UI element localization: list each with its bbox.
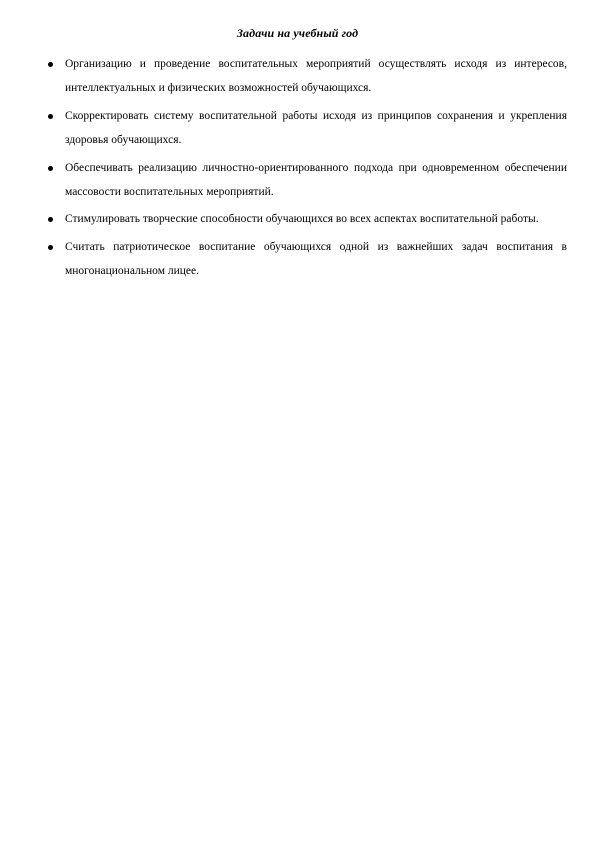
bullet-icon	[48, 114, 53, 119]
list-item-text: Скорректировать систему воспитательной работы исходя из принципов сохранения и укрепления здоровья обучающихся.	[65, 109, 567, 147]
list-item	[48, 52, 567, 101]
list-item	[48, 207, 567, 231]
list-item-text: Организацию и проведение воспитательных мероприятий осуществлять исходя из интересов, интеллектуальных и физических возможностей обучающихся.	[65, 58, 567, 95]
bullet-icon	[48, 217, 53, 222]
list-item-text: Обеспечивать реализацию личностно-ориентированного подхода при одновременном обеспечении массовости воспитательных мероприятий.	[65, 161, 567, 199]
list-item-text: Считать патриотическое воспитание обучающихся одной из важнейших задач воспитания в многонациональном лицее.	[65, 240, 567, 278]
page-title: Задачи на учебный год	[236, 26, 359, 40]
list-item	[48, 104, 567, 153]
list-item	[48, 156, 567, 205]
task-list	[48, 52, 567, 287]
list-item-text: Стимулировать творческие способности обучающихся во всех аспектах воспитательной работы.	[65, 213, 539, 226]
list-item	[48, 235, 567, 284]
bullet-icon	[48, 166, 53, 171]
bullet-icon	[48, 245, 53, 250]
bullet-icon	[48, 62, 53, 67]
